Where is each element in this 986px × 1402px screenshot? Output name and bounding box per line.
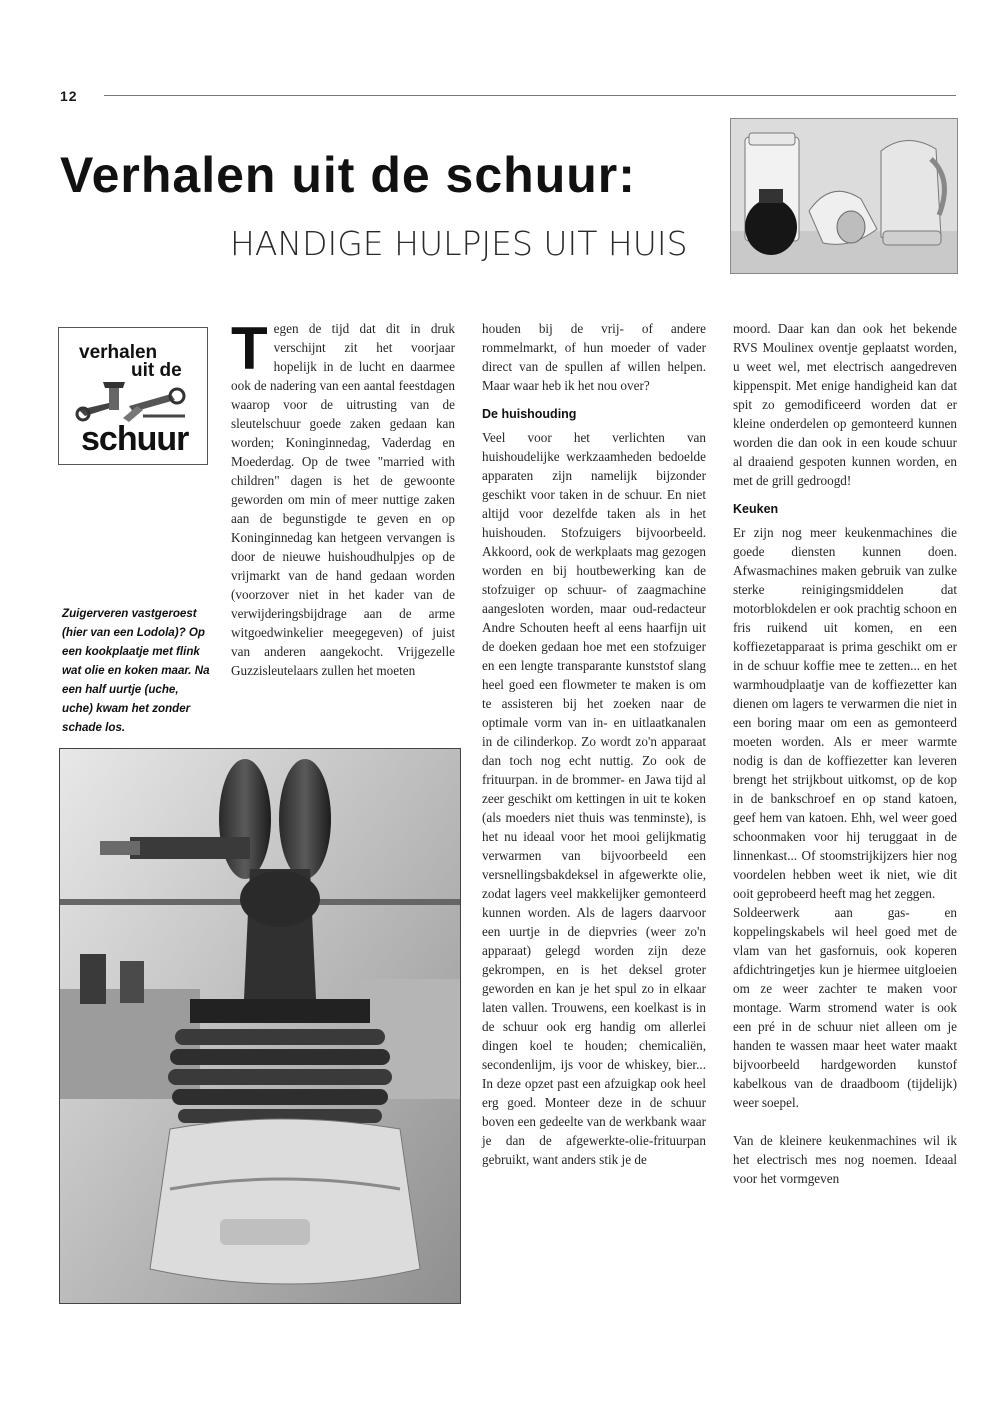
col3-paragraph-1: moord. Daar kan dan ook het bekende RVS Moulinex oventje geplaatst worden, u weet wel, met electrisch aangedreven kippenspit. Met enige handigheid kan dat spit zo gemodificeerd worden dat er kleine onderdelen op gemonteerd kunnen worden die dan ook in een koude schuur al draaiend gespoten kunnen worden, en met de grill gedroogd! bbox=[733, 321, 957, 488]
appliances-illustration bbox=[731, 119, 957, 273]
col2-paragraph-1: houden bij de vrij- of andere rommelmarkt, of hun moeder of vader direct van de spullen af willen helpen. Maar waar heb ik het nou over? bbox=[482, 321, 706, 393]
col3-paragraph-2: Er zijn nog meer keukenmachines die goede diensten kunnen doen. Afwasmachines maken gebruik van zulke sterke reinigingsmiddelen dat motorblokdelen er ook prachtig schoon en fris ruikend uit komen, en een koffiezetapparaat is prima geschikt om er in de schuur koffie mee te zetten... en het warmhoudplaatje van de koffiezetter kan dienen om lagers te verwarmen die niet in een boring maar om een as gemonteerd moeten worden. Als er meer warmte nodig is dan de koffiezetter kan leveren brengt het strijkbout uitkomst, op de kop in de bankschroef en op stand katoen, geef hem van katoen. Ehh, wel weer goed schoonmaken voor hij teruggaat in de linnenkast... Of stoomstrijkijzers hier nog voordelen hebben weet ik niet, wie dit ooit geprobeerd heeft mag het zeggen. bbox=[733, 525, 957, 901]
article-column-2 bbox=[482, 319, 706, 1169]
column-logo bbox=[58, 327, 208, 465]
col3-paragraph-3: Soldeerwerk aan gas- en koppelingskabels wil heel goed met de vlam van het gasfornuis, ook koperen afdichtringetjes kun je hiermee uitgloeien om ze weer zachter te maken voor montage. Warm stromend water is ook een pré in de schuur niet alleen om je handen te wassen maar heet water maakt bijvoorbeeld hardgeworden kunstof kabelkous van de draadboom (tijdelijk) weer soepel. bbox=[733, 905, 957, 1110]
logo-word-uit-de: uit de bbox=[131, 360, 182, 381]
engine-illustration bbox=[60, 749, 460, 1303]
subheading-keuken: Keuken bbox=[733, 502, 779, 516]
engine-photo bbox=[59, 748, 461, 1304]
drop-cap: T bbox=[231, 315, 268, 382]
article-column-3 bbox=[733, 319, 957, 1188]
tools-icon bbox=[73, 376, 193, 426]
article-title: Verhalen uit de schuur: bbox=[60, 147, 636, 203]
article-subtitle: HANDIGE HULPJES UIT HUIS bbox=[230, 224, 688, 263]
col2-paragraph-2: Veel voor het verlichten van huishoudelijke werkzaamheden bedoelde apparaten zijn namelijk bijzonder geschikt voor taken in de schuur. En niet altijd voor dezelfde taken als in het huishouden. Stofzuigers bijvoorbeeld. Akkoord, ook de werkplaats mag gezogen worden en bij houtbewerking kan de stofzuiger op schuur- of zaagmachine aangesloten worden, maar oud-redacteur Andre Schouten heeft al eens haarfijn uit de doeken gedaan hoe met een stofzuiger en een lengte transparante kunststof slang heel goed een flowmeter te maken is om te assisteren bij het zoeken naar de optimale vorm van in- en uitlaatkanalen in de cilinderkop. Zo wordt zo'n apparaat dan toch nog echt nuttig. Zo ook de frituurpan. in de brommer- en Jawa tijd al zeer geschikt om kettingen in uit te koken (als moeders niet thuis was tenminste), is het nu ideaal voor het mooi gelijkmatig verwarmen van bijvoorbeeld een versnellingsbakdeksel in afgewerkte olie, zodat lagers veel makkelijker gemonteerd kunnen worden. Als de lagers daarvoor een uurtje in de diepvries (weer zo'n apparaat) gelegd worden zijn deze gekrompen, en is het deksel groter geworden en kan je het spul zo in elkaar laten vallen. Trouwens, een koelkast is in de schuur ook erg handig om allerlei dingen koel te houden; chemicaliën, secondenlijm, ijs voor de whiskey, bier... In deze opzet past een afzuigkap ook heel erg goed. Monteer deze in de schuur boven een gedeelte van de werkbank waar je dan de afgewerkte-olie-frituurpan gebruikt, want anders stik je de bbox=[482, 430, 706, 1167]
subheading-huishouding: De huishouding bbox=[482, 407, 577, 421]
header-rule bbox=[104, 95, 956, 96]
appliances-photo bbox=[730, 118, 958, 274]
logo-word-schuur: schuur bbox=[81, 420, 189, 458]
col1-paragraph: egen de tijd dat dit in druk verschijnt zit het voorjaar hopelijk in de lucht en daarmee ook de nadering van een aantal feestdagen waarop voor de uitrusting van de sleutelschuur goede zaken gedaan kan worden; Koninginnedag, Vaderdag en Moederdag. Op de twee "married with children" dagen is het de gewoonte geworden om min of meer nuttige zaken aan de begunstigde te geven en op Koninginnedag kan hetgeen vervangen is door de nieuwe huishoudhulpjes op de vrijmarkt van de hand gedaan worden (voorzover niet in het kader van de verwijderingsbijdrage aan de arme witgoedwinkelier meegegeven) of juist van anderen aangekocht. Vrijgezelle Guzzisleutelaars zullen het moeten bbox=[231, 321, 455, 678]
logo-word-verhalen: verhalen bbox=[79, 342, 158, 363]
page-number: 12 bbox=[60, 88, 78, 104]
photo-caption: Zuigerveren vastgeroest (hier van een Lodola)? Op een kookplaatje met flink wat olie en koken maar. Na een half uurtje (uche, uche) kwam het zonder schade los. bbox=[62, 607, 210, 734]
article-column-1 bbox=[231, 315, 455, 680]
col3-paragraph-4: Van de kleinere keukenmachines wil ik het electrisch mes nog noemen. Ideaal voor het vormgeven bbox=[733, 1133, 957, 1186]
